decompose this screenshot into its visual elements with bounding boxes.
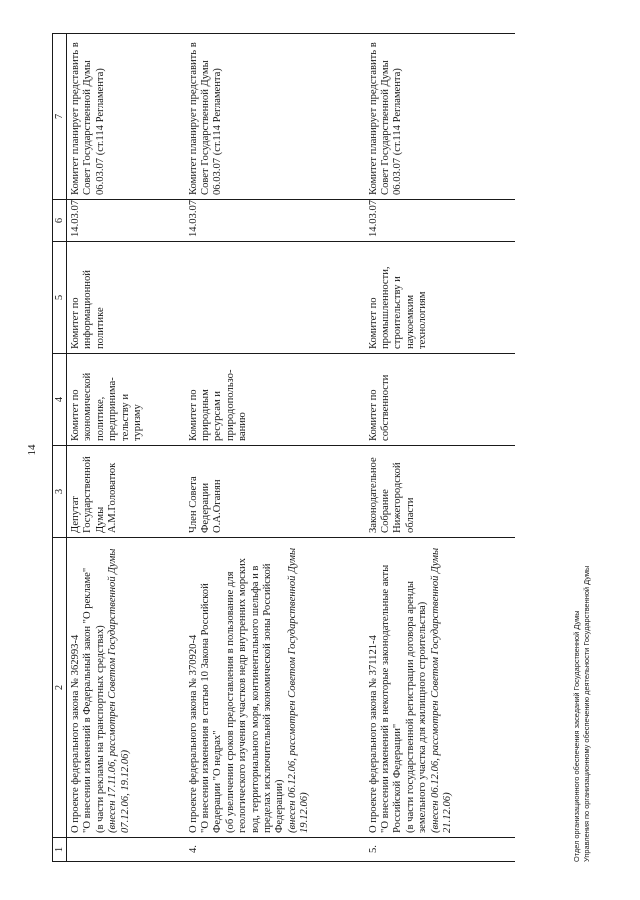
initiator: Законодательное Собрание Нижегородской области: [365, 446, 515, 538]
bill-number: О проекте федерального закона № 370920-4: [187, 634, 199, 833]
bill-title: "О внесении изменений в Федеральный закон "О рекламе": [82, 567, 94, 833]
bill-title: "О внесении изменения в статью 10 Закона Российской Федерации "О недрах": [199, 583, 224, 833]
bill-description: [185, 538, 365, 838]
bill-subject: (об увеличении сроков предоставления в пользование для геологического изучения участков недр внутренних морских вод, территориального моря, континентального шельфа и в пределах исключительной экономической зоны Российской Федерации): [224, 558, 286, 833]
table-row: [185, 34, 365, 862]
column-number: 4: [53, 354, 67, 446]
table-row: [67, 34, 185, 862]
footer-line: Отдел организационного обеспечения заседаний Государственной Думы: [572, 610, 581, 862]
bill-title: "О внесении изменений в некоторые законодательные акты Российской Федерации": [379, 564, 404, 833]
co-committee: Комитет по информационной политике: [67, 242, 185, 354]
date: 14.03.07: [185, 200, 365, 242]
responsible-committee: Комитет по природным ресурсам и природопользо-ванию: [185, 354, 365, 446]
initiator: Член Совета Федерации О.А.Оганян: [185, 446, 365, 538]
remark: Комитет планирует представить в Совет Государственной Думы 06.03.07 (ст.114 Регламента): [67, 34, 185, 200]
page-footer: [572, 566, 591, 862]
document-page: [20, 20, 620, 880]
column-number: 6: [53, 200, 67, 242]
bill-subject: (в части рекламы на транспортных средствах): [94, 625, 106, 833]
agenda-table: [52, 33, 515, 862]
column-number: 2: [53, 538, 67, 838]
bill-note: (внесен 06.12.06, рассмотрен Советом Государственной Думы 21.12.06): [429, 547, 453, 833]
responsible-committee: Комитет по экономической политике, предпринима-тельству и туризму: [67, 354, 185, 446]
date: 14.03.07: [67, 200, 185, 242]
column-number-row: [53, 34, 67, 862]
bill-description: [365, 538, 515, 838]
column-number: 3: [53, 446, 67, 538]
responsible-committee: Комитет по собственности: [365, 354, 515, 446]
bill-note: (внесен 06.12.06, рассмотрен Советом Государственной Думы 19.12.06): [286, 547, 311, 833]
bill-number: О проекте федерального закона № 371121-4: [367, 635, 379, 833]
bill-subject: (в части государственной регистрации договора аренды земельного участка для жилищного строительства): [404, 581, 429, 833]
footer-line: Управления по организационному обеспечению деятельности Государственной Думы: [581, 565, 591, 862]
column-number: 7: [53, 34, 67, 200]
page-number: 14: [26, 444, 38, 456]
initiator: Депутат Государственной Думы А.М.Головатюк: [67, 446, 185, 538]
column-number: 5: [53, 242, 67, 354]
date: 14.03.07: [365, 200, 515, 242]
bill-description: [67, 538, 185, 838]
remark: Комитет планирует представить в Совет Государственной Думы 06.03.07 (ст.114 Регламента): [185, 34, 365, 200]
table-row: [365, 34, 515, 862]
column-number: 1: [53, 838, 67, 862]
row-number: 5.: [365, 838, 515, 862]
co-committee: Комитет по промышленности, строительству и наукоемким технологиям: [365, 242, 515, 354]
bill-number: О проекте федерального закона № 362993-4: [70, 634, 81, 833]
row-number: [67, 838, 185, 862]
remark: Комитет планирует представить в Совет Государственной Думы 06.03.07 (ст.114 Регламента): [365, 34, 515, 200]
bill-note: (внесен 17.11.06, рассмотрен Советом Государственной Думы 07.12.06, 19.12.06): [107, 548, 131, 833]
row-number: 4.: [185, 838, 365, 862]
co-committee: [185, 242, 365, 354]
